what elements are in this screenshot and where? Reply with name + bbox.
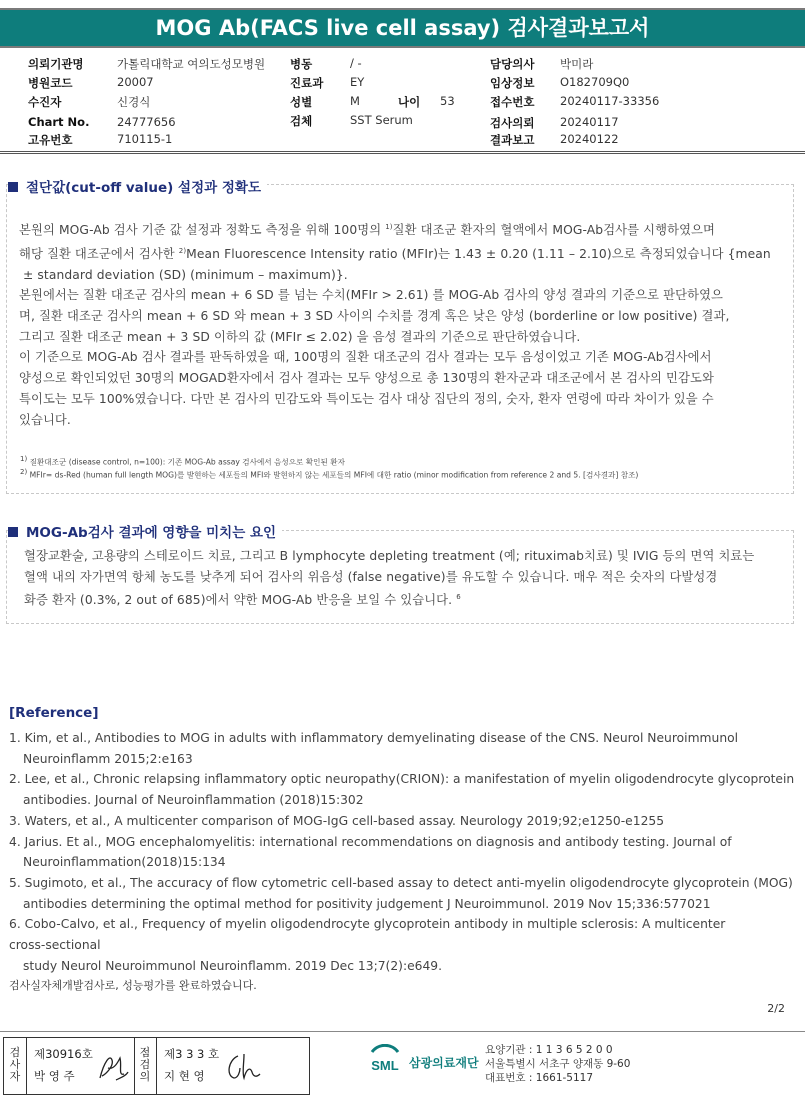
text-line: ± standard deviation (SD) (minimum – maximum)}. [23,267,348,282]
text-line: 며, 질환 대조군 검사의 mean + 6 SD 와 mean + 3 SD 사이의 수치를 경계 혹은 낮은 양성 (borderline or low positive) 결과, [19,309,730,323]
text-line: 화증 환자 (0.3%, 2 out of 685)에서 약한 MOG-Ab 반응을 보일 수 있습니다. [24,593,457,608]
unique-value: 710115-1 [117,132,173,146]
signature-table [3,1037,310,1095]
ward-label: 병동 [290,57,313,71]
superscript: 6 [456,593,461,602]
text-line: 본원의 MOG-Ab 검사 기준 값 설정과 정확도 측정을 위해 100명의 [19,223,386,238]
section2-heading [8,521,282,541]
sex-label: 성별 [290,95,313,109]
text-line: 양성으로 확인되었던 30명의 MOGAD환자에서 검사 결과는 모두 양성으로 총 130명의 환자군과 대조군에서 본 검사의 민감도와 [19,371,714,386]
text-line: 해당 질환 대조군에서 검사한 [19,246,179,261]
clinical-label: 임상정보 [490,76,535,90]
footnote-1 [20,455,345,468]
reference-line: 4. Jarius. Et al., MOG encephalomyelitis: international recommendations on diagnosis and antibody testing. Journal of [9,834,732,849]
report-title: MOG Ab(FACS live cell assay) 검사결과보고서 [0,8,805,48]
certification-note: 검사실자체개발검사로, 성능평가를 완료하였습니다. [9,979,257,992]
square-bullet-icon [8,182,18,192]
ward-value: / - [350,56,362,70]
superscript: 2) [178,246,187,255]
section1-heading-text: 절단값(cut-off value) 설정과 정확도 [26,180,261,196]
page-number: 2/2 [767,1002,785,1015]
patient-info [0,52,805,150]
section2-heading-text: MOG-Ab검사 결과에 영향을 미치는 요인 [26,525,277,541]
reference-line: 2. Lee, et al., Chronic relapsing inflammatory optic neuropathy(CRION): a manifestation of myelin oligodendrocyte glycoprotein [9,772,795,787]
checker-signature [224,1050,264,1084]
square-bullet-icon [8,527,18,537]
address: 서울특별시 서초구 양재동 9-60 [485,1058,631,1070]
text-line: 질환 대조군 환자의 혈액에서 MOG-Ab검사를 시행하였으며 [392,223,716,238]
clinical-value: O182709Q0 [560,75,630,89]
reference-line: cross-sectional [9,938,101,953]
checker-name: 지 현 영 [164,1069,205,1083]
institution-code: 요양기관 : 1 1 3 6 5 2 0 0 [485,1044,613,1056]
age-value: 53 [440,94,455,108]
reference-list [9,728,799,976]
reference-line: Neuroinflamm 2015;2:e163 [23,751,193,766]
footnote-2 [20,468,638,481]
age-label: 나이 [398,95,421,109]
text-line: 이 기준으로 MOG-Ab 검사 결과를 판독하였을 때, 100명의 질환 대조군의 검사 결과는 모두 음성이었고 기존 MOG-Ab검사에서 [19,350,712,365]
phone: 대표번호 : 1661-5117 [485,1072,594,1084]
footnote-text: 질환대조군 (disease control, n=100): 기존 MOG-Ab assay 검사에서 음성으로 확인된 환자 [29,457,345,467]
examiner-name: 박 영 주 [34,1069,75,1083]
reference-line: 5. Sugimoto, et al., The accuracy of flow cytometric cell-based assay to detect anti-myelin oligodendrocyte glycoprotein (MOG) [9,875,793,890]
text-line: 특이도는 모두 100%였습니다. 다만 본 검사의 민감도와 특이도는 검사 대상 집단의 정의, 숫자, 환자 연령에 따라 차이가 있을 수 [19,391,714,406]
hospital-code-value: 20007 [117,75,154,89]
doctor-label: 담당의사 [490,57,535,71]
divider [0,153,805,154]
checker-label: 점 검 의 [139,1046,151,1083]
unique-label: 고유번호 [28,133,73,147]
reference-heading: [Reference] [9,705,99,721]
examiner-license: 제30916호 [34,1047,93,1061]
reception-value: 20240117-33356 [560,94,660,108]
hospital-code-label: 병원코드 [28,76,73,90]
specimen-value: SST Serum [350,113,413,127]
reference-line: 6. Cobo-Calvo, et al., Frequency of myelin oligodendrocyte glycoprotein antibody in multiple sclerosis: A multicenter [9,917,726,932]
recipient-value: 신경식 [117,95,151,109]
section1-text [19,217,779,430]
examiner-label: 검 사 자 [9,1046,21,1083]
sml-logo-icon [366,1044,404,1080]
request-label: 검사의뢰 [490,116,535,130]
checker-license: 제3 3 3 호 [164,1047,220,1061]
section1-heading [8,176,267,196]
text-line: 혈액 내의 자가면역 항체 농도를 낮추게 되어 검사의 위음성 (false negative)를 유도할 수 있습니다. 매우 적은 숫자의 다발성경 [24,569,718,584]
logo-text: SML [371,1058,399,1073]
superscript: 2) [20,468,28,476]
superscript: 1) [20,455,28,463]
reference-line: antibodies. Journal of Neuroinflammation (2018)15:302 [23,793,364,808]
specimen-label: 검체 [290,114,313,128]
doctor-value: 박미라 [560,57,594,71]
text-line: 혈장교환술, 고용량의 스테로이드 치료, 그리고 B lymphocyte depleting treatment (예; rituximab치료) 및 IVIG 등의 면역 치료는 [24,549,755,563]
footer [0,1034,805,1100]
reference-line: study Neurol Neuroimmunol Neuroinflamm. 2019 Dec 13;7(2):e649. [23,958,443,973]
section2-text [24,546,784,611]
superscript: 1) [385,223,393,231]
divider [0,1031,805,1032]
chart-label: Chart No. [28,115,90,129]
request-value: 20240117 [560,115,619,129]
reference-line: Neuroinflammation(2018)15:134 [23,855,226,870]
divider [0,151,805,152]
footnote-text: MFIr= ds-Red (human full length MOG)를 발현하는 세포들의 MFI와 발현하지 않는 세포들의 MFI에 대한 ratio (minor modification from reference 2 and 5. [검사결과] 참조) [29,470,639,480]
institution-label: 의뢰기관명 [28,57,84,71]
chart-value: 24777656 [117,115,176,129]
dept-value: EY [350,75,365,89]
text-line: 본원에서는 질환 대조군 검사의 mean + 6 SD 를 넘는 수치(MFIr > 2.61) 를 MOG-Ab 검사의 양성 결과의 기준으로 판단하였으 [19,288,724,303]
reference-line: 1. Kim, et al., Antibodies to MOG in adults with inflammatory demyelinating disease of the CNS. Neurol Neuroimmunol [9,731,739,745]
text-line: 그리고 질환 대조군 mean + 3 SD 이하의 값 (MFIr ≤ 2.02) 을 음성 결과의 기준으로 판단하였습니다. [19,329,581,344]
text-line: Mean Fluorescence Intensity ratio (MFIr)는 1.43 ± 0.20 (1.11 – 2.10)으로 측정되었습니다 {mean [186,246,771,261]
organization-name: 삼광의료재단 [409,1056,479,1070]
dept-label: 진료과 [290,76,324,90]
institution-value: 가톨릭대학교 여의도성모병원 [117,57,266,71]
reference-line: 3. Waters, et al., A multicenter comparison of MOG-IgG cell-based assay. Neurology 2019;92;e1250-e1255 [9,813,665,828]
reception-label: 접수번호 [490,95,535,109]
organization-address [485,1043,630,1085]
sex-value: M [350,94,360,108]
result-value: 20240122 [560,132,619,146]
reference-line: antibodies determining the optimal method for positivity judgement J Neuroimmunol. 2019 Nov 15;336:577021 [23,896,711,911]
examiner-signature [96,1052,130,1084]
recipient-label: 수진자 [28,95,62,109]
text-line: 있습니다. [19,412,71,427]
result-label: 결과보고 [490,133,535,147]
